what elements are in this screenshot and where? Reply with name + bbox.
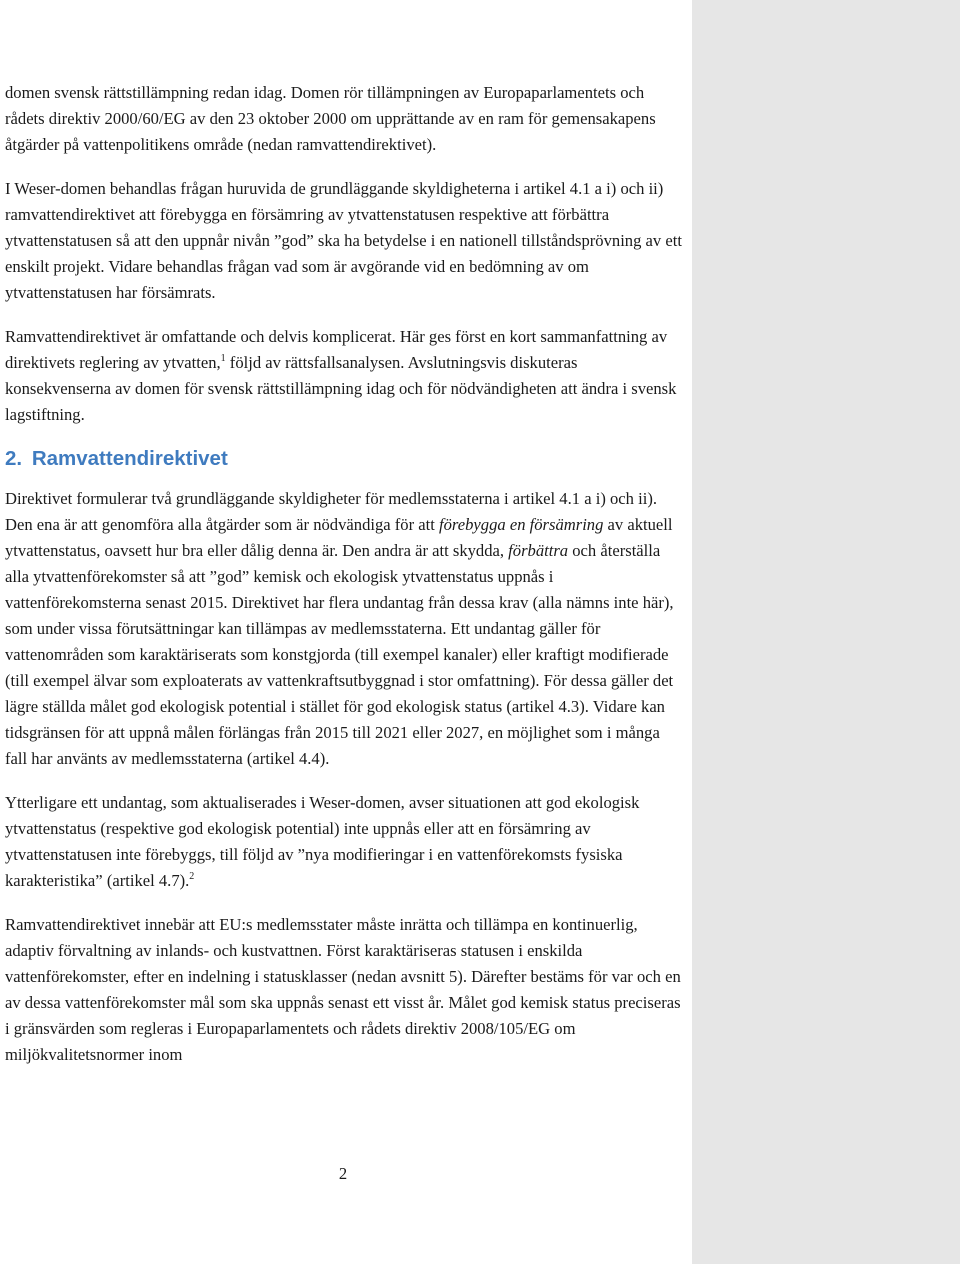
paragraph-intro-continued: domen svensk rättstillämpning redan idag. Domen rör tillämpningen av Europaparlamentets och rådets direktiv 2000/60/EG av den 23 oktober 2000 om upprättande av en ram för gemensakapens åtgärder på vattenpolitikens område (nedan ramvattendirektivet). <box>5 83 656 154</box>
paragraph-obligations-text-a: Direktivet formulerar två grundläggande skyldigheter för medlemsstaterna i artikel 4.1 a i) och ii). Den ena är att genomföra alla åtgärder som är nödvändiga för att <box>5 489 658 534</box>
paragraph-exemption <box>5 790 685 894</box>
page-number: 2 <box>338 1164 348 1183</box>
paragraph-obligations-text-b: av aktuell ytvattenstatus, oavsett hur bra eller dålig denna är. Den andra är att skydda, <box>5 515 673 560</box>
section-number: 2. <box>5 447 23 470</box>
paragraph-outline-text-a: Ramvattendirektivet är omfattande och delvis komplicerat. Här ges först en kort sammanfattning av direktivets reglering av ytvatten, <box>5 327 668 372</box>
footnote-ref-2[interactable]: 2 <box>189 871 195 882</box>
paragraph-exemption-text: Ytterligare ett undantag, som aktualiserades i Weser-domen, avser situationen att god ekologisk ytvattenstatus (respektive god ekologisk potential) inte uppnås eller att en försämring av ytvattenstatusen inte förebyggs, till följd av ”nya modifieringar i en vattenförekomsts fysiska karakteristika” (artikel 4.7). <box>5 793 640 890</box>
paragraph-obligations-text-c: och återställa alla ytvattenförekomster så att ”god” kemisk och ekologisk ytvattenstatus uppnås i vattenförekomsterna senast 2015. Direktivet har flera undantag från dessa krav (alla nämns inte här), som under vissa förutsättningar kan tillämpas av medlemsstaterna. Ett undantag gäller för vattenområden som karaktäriserats som konstgjorda (till exempel kanaler) eller kraftigt modifierade (till exempel älvar som exploaterats av vattenkraftsutbyggnad i stor omfattning). För dessa gäller det lägre ställda målet god ekologisk potential i stället för god ekologisk status (artikel 4.3). Vidare kan tidsgränsen för att uppnå målen förlängas från 2015 till 2021 eller 2027, en möjlighet som i många fall har använts av medlemsstaterna (artikel 4.4). <box>5 541 674 768</box>
paragraph-outline <box>5 324 685 428</box>
document-body <box>5 80 685 1086</box>
paragraph-obligations <box>5 486 685 772</box>
section-title: Ramvattendirektivet <box>31 447 228 470</box>
paragraph-management: Ramvattendirektivet innebär att EU:s medlemsstater måste inrätta och tillämpa en kontinuerlig, adaptiv förvaltning av inlands- och kustvattnen. Först karaktäriseras statusen i enskilda vattenförekomster, efter en indelning i statusklasser (nedan avsnitt 5). Därefter bestäms för var och en av dessa vattenförekomster mål som ska uppnås senast ett visst år. Målet god kemisk status preciseras i gränsvärden som regleras i Europaparlamentets och rådets direktiv 2008/105/EG om miljökvalitetsnormer inom <box>5 915 681 1064</box>
paragraph-weser-issue: I Weser-domen behandlas frågan huruvida de grundläggande skyldigheterna i artikel 4.1 a i) och ii) ramvattendirektivet att förebygga en försämring av ytvattenstatusen respektive att förbättra ytvattenstatusen så att den uppnår nivån ”god” ska ha betydelse i en nationell tillståndsprövning av ett enskilt projekt. Vidare behandlas frågan vad som är avgörande vid en bedömning av om ytvattenstatusen har försämrats. <box>5 179 682 302</box>
paragraph-outline-text-b: följd av rättsfallsanalysen. Avslutningsvis diskuteras konsekvenserna av domen för svensk rättstillämpning idag och för nödvändigheten att ändra i svensk lagstiftning. <box>5 353 677 424</box>
emphasis-improve: förbättra <box>508 541 569 560</box>
emphasis-prevent-deterioration: förebygga en försämring <box>439 515 604 534</box>
comment-margin-panel <box>692 0 960 1264</box>
footnote-ref-1[interactable]: 1 <box>220 353 226 364</box>
section-heading <box>5 446 685 472</box>
